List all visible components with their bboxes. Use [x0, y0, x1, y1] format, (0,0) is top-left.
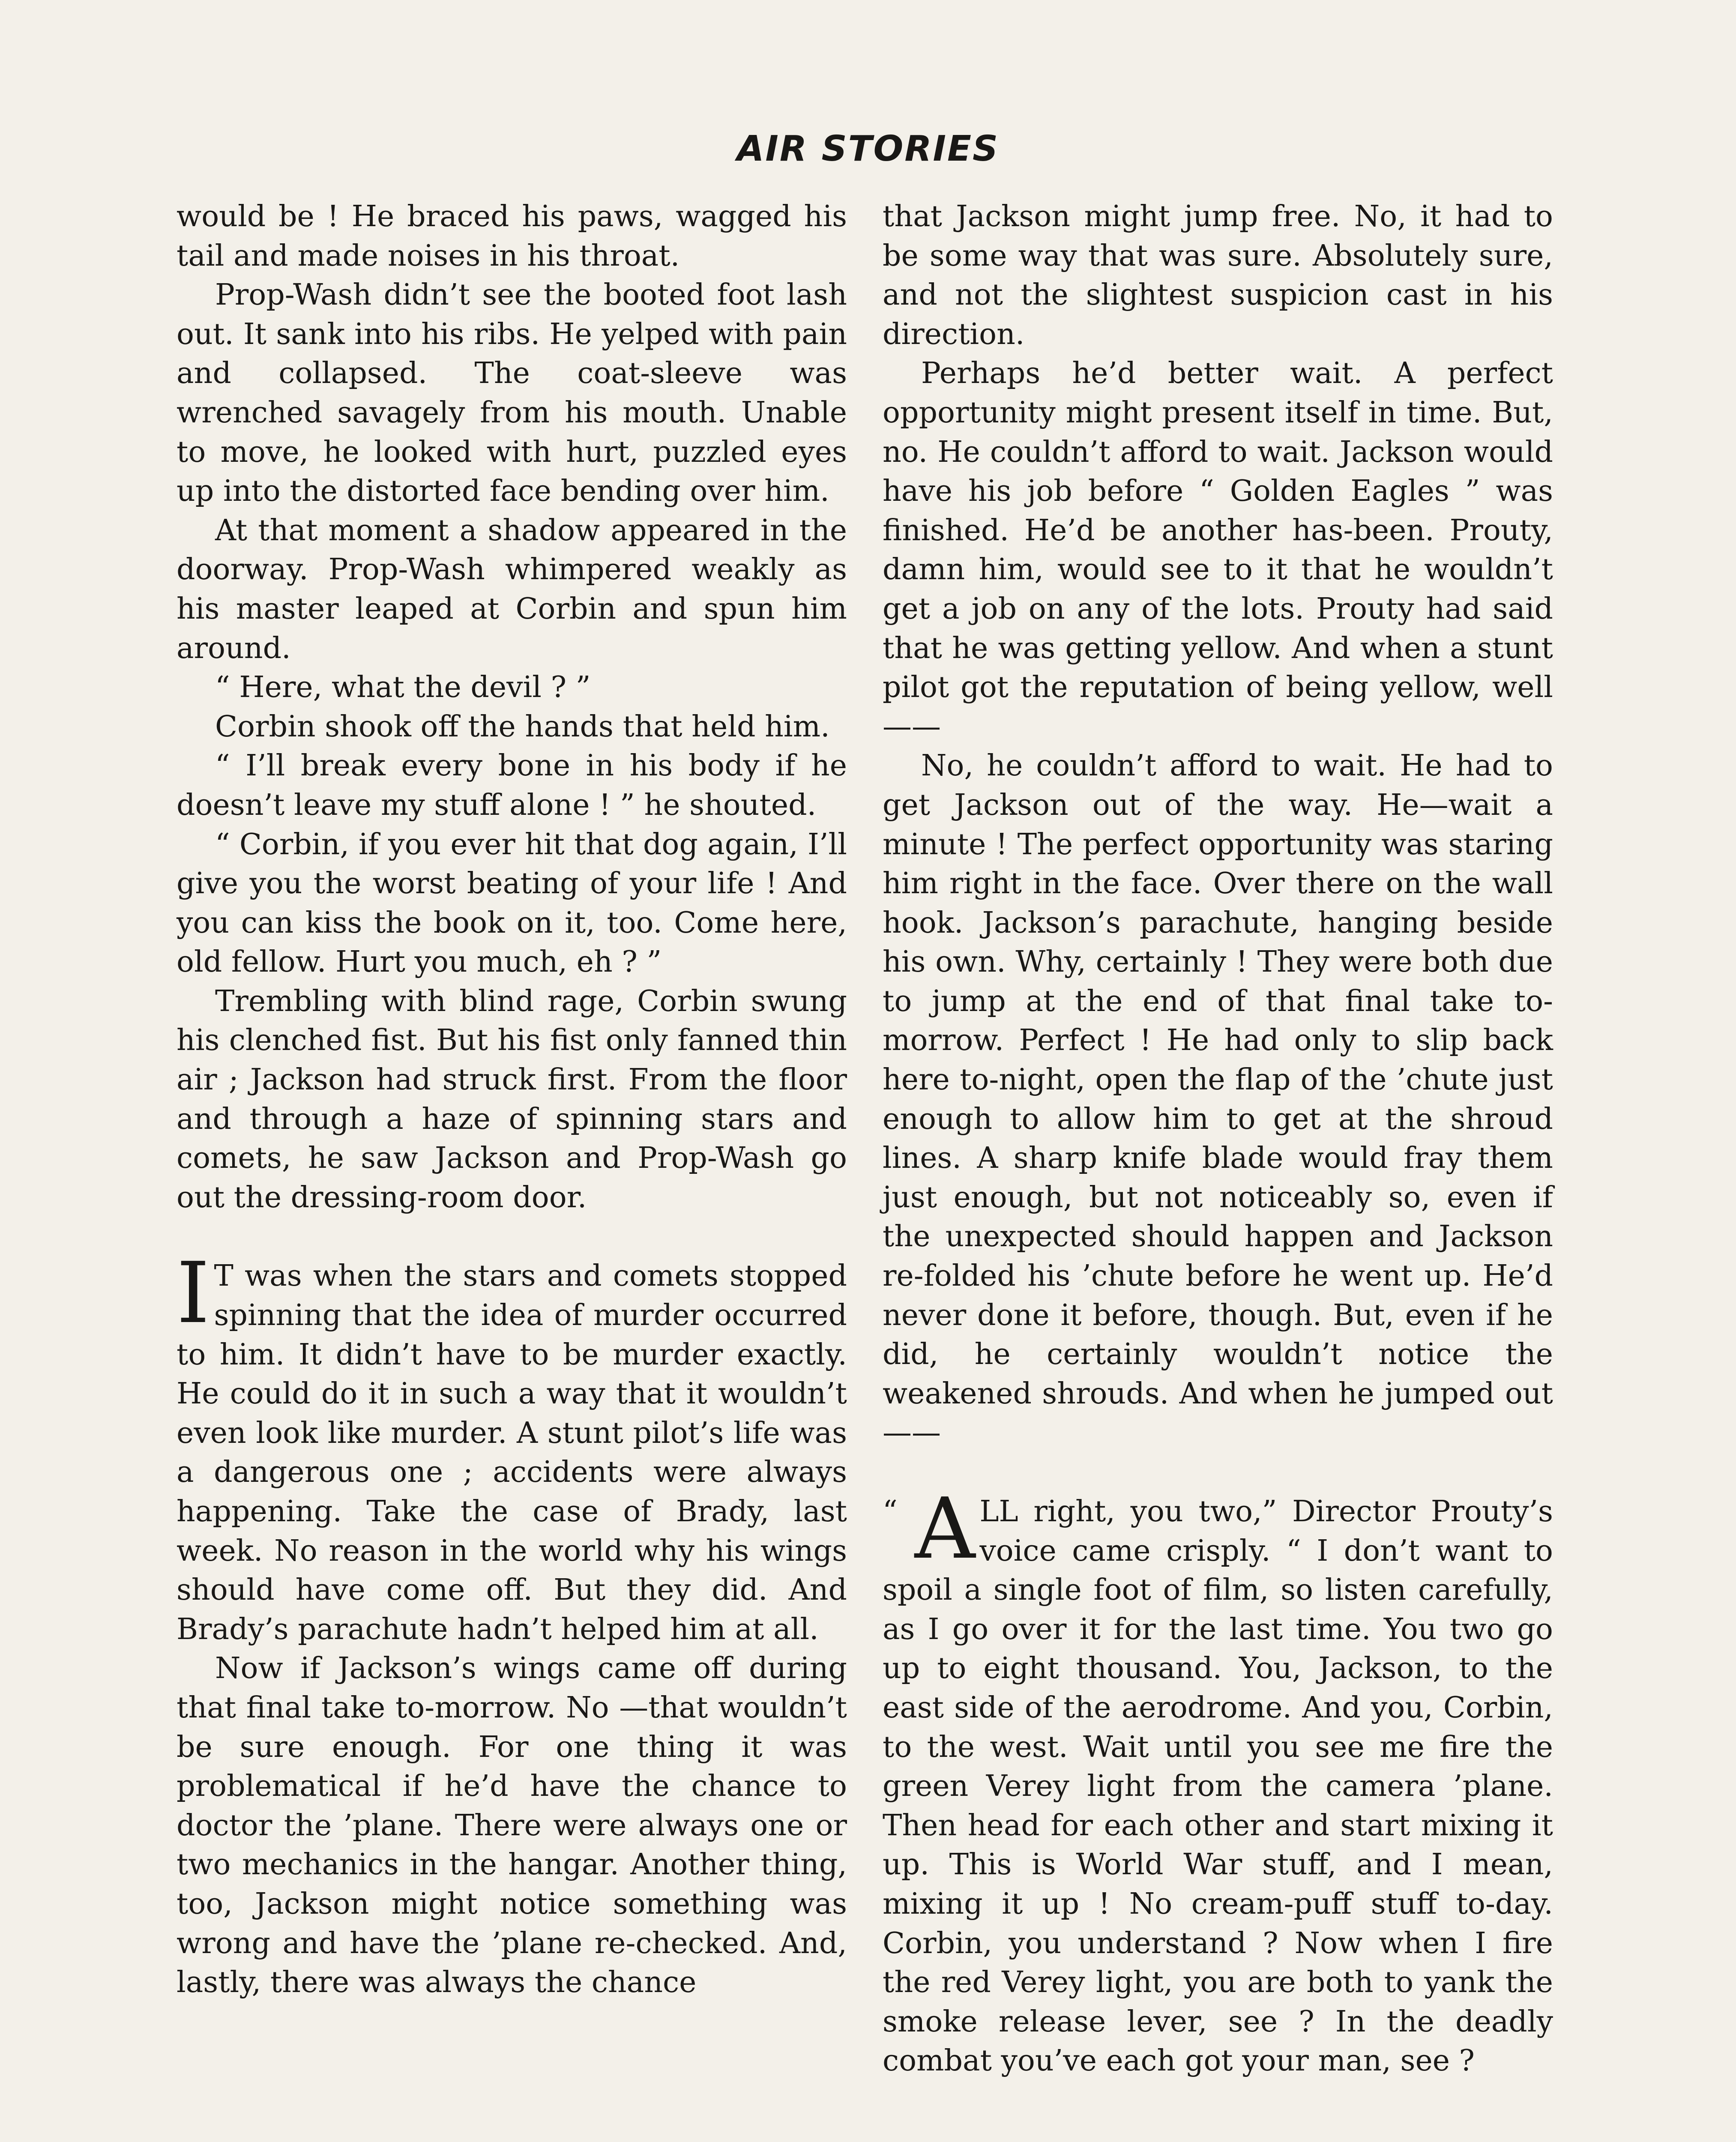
section-paragraph [883, 1480, 1553, 2081]
paragraph: No, he couldn’t afford to wait. He had to get Jackson out of the way. He—wait a minute ! The perfect opportunity was staring him right in the face. Over there on the wall hook. Jackson’s parachute, hanging beside his own. Why, certainly ! They were both due to jump at the end of that final take to-morrow. Perfect ! He had only to slip back here to-night, open the flap of the ’chute just enough to allow him to get at the shroud lines. A sharp knife blade would fray them just enough, but not noticeably so, even if the unexpected should happen and Jackson re-folded his ’chute before he went up. He’d never done it before, though. But, even if he did, he certainly wouldn’t notice the weakened shrouds. And when he jumped out—— [883, 749, 1553, 1450]
paragraph: Corbin shook off the hands that held him. [215, 709, 830, 744]
paragraph: “ Corbin, if you ever hit that dog again, I’ll give you the worst beating of your life ! And you can kiss the book on it, too. Come here, old fellow. Hurt you much, eh ? ” [177, 827, 847, 979]
right-column [883, 197, 1553, 2081]
section-paragraph [177, 1245, 847, 1649]
paragraph-text: LL right, you two,” Director Prouty’s voice came crisply. “ I don’t want to spoil a single foot of film, so listen carefully, as I go over it for the last time. You two go up to eight thousand. You, Jackson, to the east side of the aerodrome. And you, Corbin, to the west. Wait until you see me fire the green Verey light from the camera ’plane. Then head for each other and start mixing it up. This is World War stuff, and I mean, mixing it up ! No cream-puff stuff to-day. Corbin, you understand ? Now when I fire the red Verey light, you are both to yank the smoke release lever, see ? In the deadly combat you’ve each got your man, see ? [883, 1495, 1553, 2078]
running-title: AIR STORIES [736, 129, 1000, 169]
paragraph: “ I’ll break every bone in his body if he doesn’t leave my stuff alone ! ” he shouted. [177, 749, 847, 822]
paragraph: At that moment a shadow appeared in the doorway. Prop-Wash whimpered weakly as his master leaped at Corbin and spun him around. [177, 513, 847, 665]
paragraph: Trembling with blind rage, Corbin swung his clenched fist. But his fist only fanned thin air ; Jackson had struck first. From the floor and through a haze of spinning stars and comets, he saw Jackson and Prop-Wash go out the dressing-room door. [177, 984, 847, 1215]
paragraph: Perhaps he’d better wait. A perfect opportunity might present itself in time. But, no. He couldn’t afford to wait. Jackson would have his job before “ Golden Eagles ” was finished. He’d be another has-been. Prouty, damn him, would see to it that he wouldn’t get a job on any of the lots. Prouty had said that he was getting yellow. And when a stunt pilot got the reputation of being yellow, well—— [883, 356, 1553, 744]
paragraph: Now if Jackson’s wings came off during that final take to-morrow. No —that wouldn’t be sure enough. For one thing it was problematical if he’d have the chance to doctor the ’plane. There were always one or two mechanics in the hangar. Another thing, too, Jackson might notice something was wrong and have the ’plane re-checked. And, lastly, there was always the chance [177, 1651, 847, 2000]
paragraph: would be ! He braced his paws, wagged his tail and made noises in his throat. [177, 200, 847, 273]
paragraph: that Jackson might jump free. No, it had to be some way that was sure. Absolutely sure, and not the slightest suspicion cast in his direction. [883, 200, 1553, 351]
drop-cap: A [914, 1480, 976, 1578]
paragraph: “ Here, what the devil ? ” [215, 670, 591, 705]
paragraph: Prop-Wash didn’t see the booted foot lash out. It sank into his ribs. He yelped with pain and collapsed. The coat-sleeve was wrenched savagely from his mouth. Unable to move, he looked with hurt, puzzled eyes up into the distorted face bending over him. [177, 278, 847, 509]
left-column [177, 197, 847, 2002]
paragraph-text: T was when the stars and comets stopped spinning that the idea of murder occurred to him. It didn’t have to be murder exactly. He could do it in such a way that it wouldn’t even look like murder. A stunt pilot’s life was a dangerous one ; accidents were always happening. Take the case of Brady, last week. No reason in the world why his wings should have come off. But they did. And Brady’s parachute hadn’t helped him at all. [177, 1259, 847, 1646]
open-quote: “ [883, 1495, 898, 1529]
drop-cap: I [177, 1245, 210, 1343]
